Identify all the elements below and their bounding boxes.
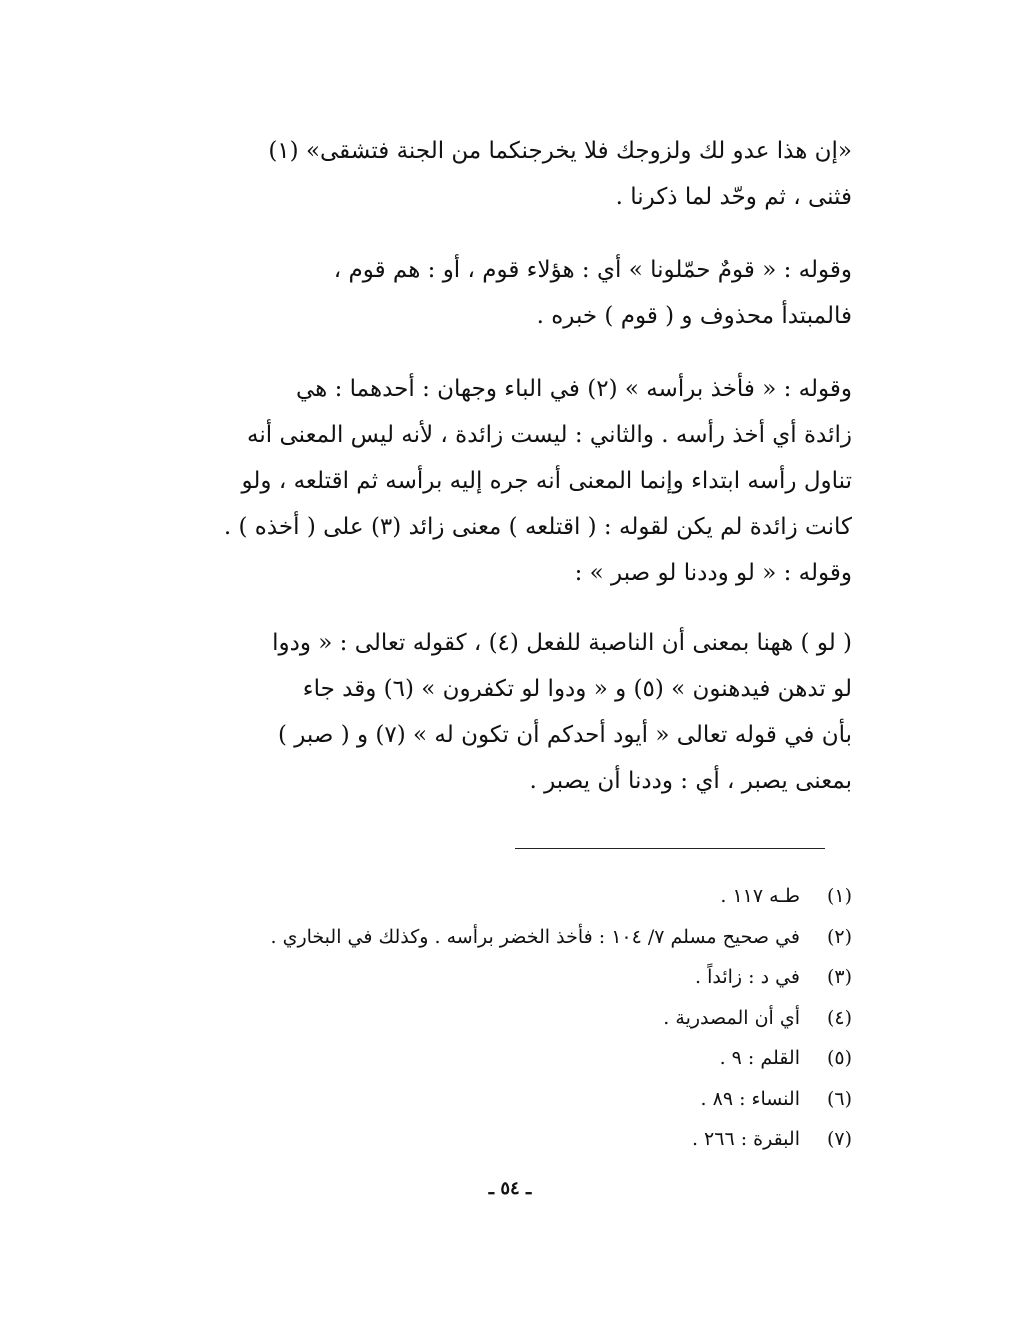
- paragraph-line: وقوله : « لو وددنا لو صبر » :: [574, 560, 852, 586]
- footnote-number: (٤): [826, 1006, 852, 1029]
- footnote-text: طـه ١١٧ .: [720, 885, 800, 907]
- footnote-text: البقرة : ٢٦٦ .: [691, 1128, 800, 1150]
- footnote-text: في د : زائداً .: [695, 966, 800, 988]
- footnote-item: [196, 998, 852, 1039]
- paragraph-1: [196, 128, 852, 220]
- footnote-item: [196, 1038, 852, 1079]
- footnote-number: (٢): [826, 925, 852, 948]
- footnote-item: [196, 917, 852, 958]
- footnote-divider: [515, 848, 825, 849]
- paragraph-line: تناول رأسه ابتداء وإنما المعنى أنه جره إليه برأسه ثم اقتلعه ، ولو: [241, 468, 852, 494]
- footnote-item: [196, 876, 852, 917]
- paragraph-line: كانت زائدة لم يكن لقوله : ( اقتلعه ) معنى زائد (٣) على ( أخذه ) .: [223, 514, 852, 540]
- paragraph-line: وقوله : « قومٌ حمّلونا » أي : هؤلاء قوم ، أو : هم قوم ،: [333, 257, 852, 283]
- footnotes: [196, 876, 852, 1160]
- footnote-item: [196, 957, 852, 998]
- page-number: ـ ٥٤ ـ: [488, 1178, 532, 1199]
- footnote-number: (٧): [826, 1128, 852, 1150]
- paragraph-line: زائدة أي أخذ رأسه . والثاني : ليست زائدة ، لأنه ليس المعنى أنه: [247, 422, 852, 448]
- paragraph-line: فثنى ، ثم وحّد لما ذكرنا .: [615, 184, 852, 210]
- paragraph-line: «إن هذا عدو لك ولزوجك فلا يخرجنكما من الجنة فتشقى» (١): [268, 138, 852, 164]
- footnote-text: النساء : ٨٩ .: [700, 1087, 800, 1110]
- footnote-text: القلم : ٩ .: [719, 1047, 800, 1069]
- footnote-item: [196, 1119, 852, 1160]
- footnote-number: (١): [826, 885, 852, 907]
- paragraph-line: ( لو ) ههنا بمعنى أن الناصبة للفعل (٤) ، كقوله تعالى : « ودوا: [272, 630, 852, 656]
- paragraph-2: [196, 247, 852, 339]
- paragraph-line: فالمبتدأ محذوف و ( قوم ) خبره .: [536, 303, 852, 329]
- footnote-number: (٣): [826, 966, 852, 988]
- paragraph-line: بمعنى يصبر ، أي : وددنا أن يصبر .: [529, 768, 852, 794]
- footnote-number: (٦): [826, 1087, 852, 1110]
- paragraph-4: [196, 620, 852, 804]
- paragraph-3: [196, 366, 852, 596]
- paragraph-line: بأن في قوله تعالى « أيود أحدكم أن تكون له » (٧) و ( صبر ): [277, 722, 852, 748]
- footnote-text: في صحيح مسلم ٧/ ١٠٤ : فأخذ الخضر برأسه . وكذلك في البخاري .: [270, 925, 800, 948]
- paragraph-line: لو تدهن فيدهنون » (٥) و « ودوا لو تكفرون » (٦) وقد جاء: [302, 676, 852, 702]
- footnote-number: (٥): [826, 1047, 852, 1069]
- footnote-text: أي أن المصدرية .: [663, 1006, 800, 1029]
- footnote-item: [196, 1079, 852, 1120]
- paragraph-line: وقوله : « فأخذ برأسه » (٢) في الباء وجهان : أحدهما : هي: [295, 376, 852, 402]
